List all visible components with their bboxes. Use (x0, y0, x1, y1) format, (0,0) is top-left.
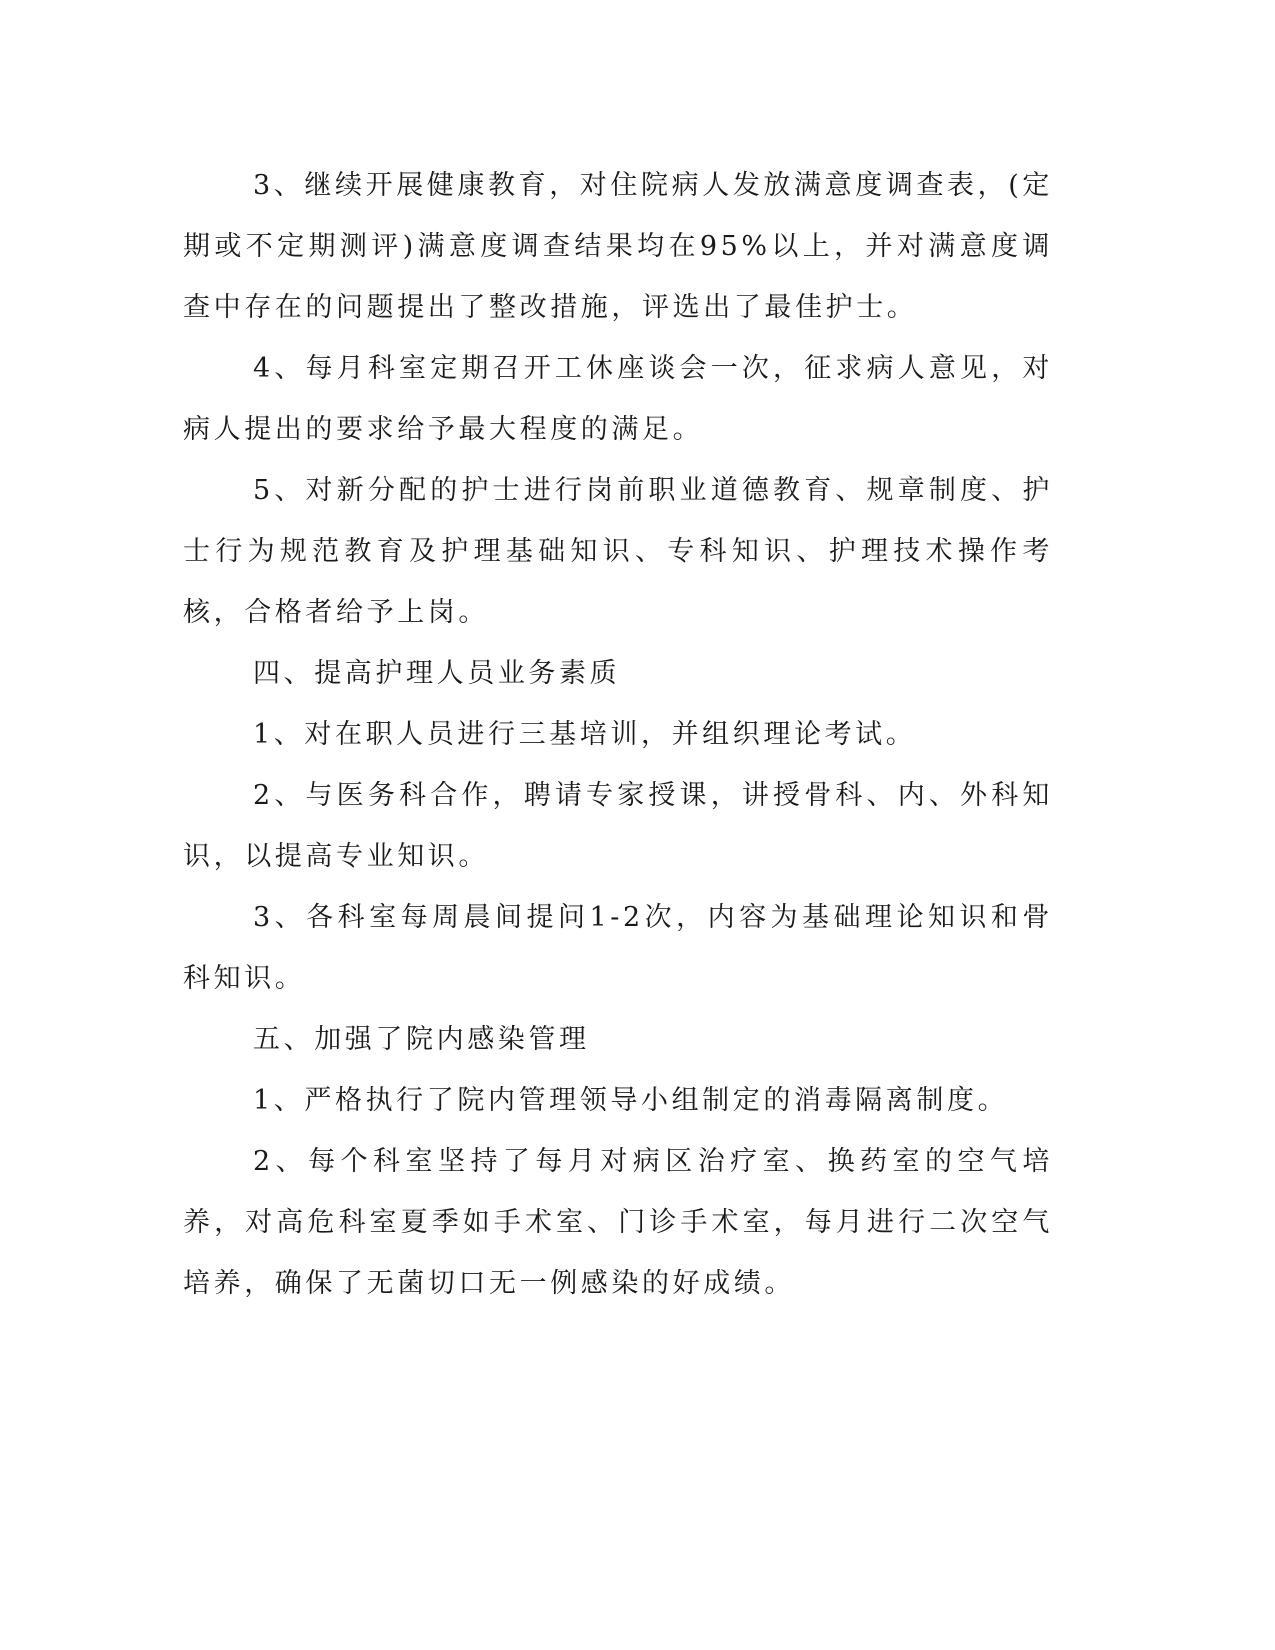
paragraph-morning-questions: 3、各科室每周晨间提问1-2次，内容为基础理论知识和骨科知识。 (183, 902, 1053, 994)
section-heading-4: 四、提高护理人员业务素质 (253, 658, 621, 689)
paragraph-expert-lectures: 2、与医务科合作，聘请专家授课，讲授骨科、内、外科知识，以提高专业知识。 (183, 780, 1053, 872)
paragraph-new-nurse-training: 5、对新分配的护士进行岗前职业道德教育、规章制度、护士行为规范教育及护理基础知识、专科知识、护理技术操作考核，合格者给予上岗。 (183, 475, 1053, 628)
paragraph-disinfection-system: 1、严格执行了院内管理领导小组制定的消毒隔离制度。 (253, 1085, 1009, 1116)
document-body (183, 155, 1053, 1314)
paragraph-basic-training: 1、对在职人员进行三基培训，并组织理论考试。 (253, 719, 917, 750)
paragraph-patient-meeting: 4、每月科室定期召开工休座谈会一次，征求病人意见，对病人提出的要求给予最大程度的满足。 (183, 353, 1053, 445)
section-heading-5: 五、加强了院内感染管理 (253, 1024, 590, 1055)
paragraph-satisfaction-survey: 3、继续开展健康教育，对住院病人发放满意度调查表，(定期或不定期测评)满意度调查结果均在95%以上，并对满意度调查中存在的问题提出了整改措施，评选出了最佳护士。 (183, 170, 1053, 323)
paragraph-air-culture: 2、每个科室坚持了每月对病区治疗室、换药室的空气培养，对高危科室夏季如手术室、门诊手术室，每月进行二次空气培养，确保了无菌切口无一例感染的好成绩。 (183, 1146, 1053, 1299)
